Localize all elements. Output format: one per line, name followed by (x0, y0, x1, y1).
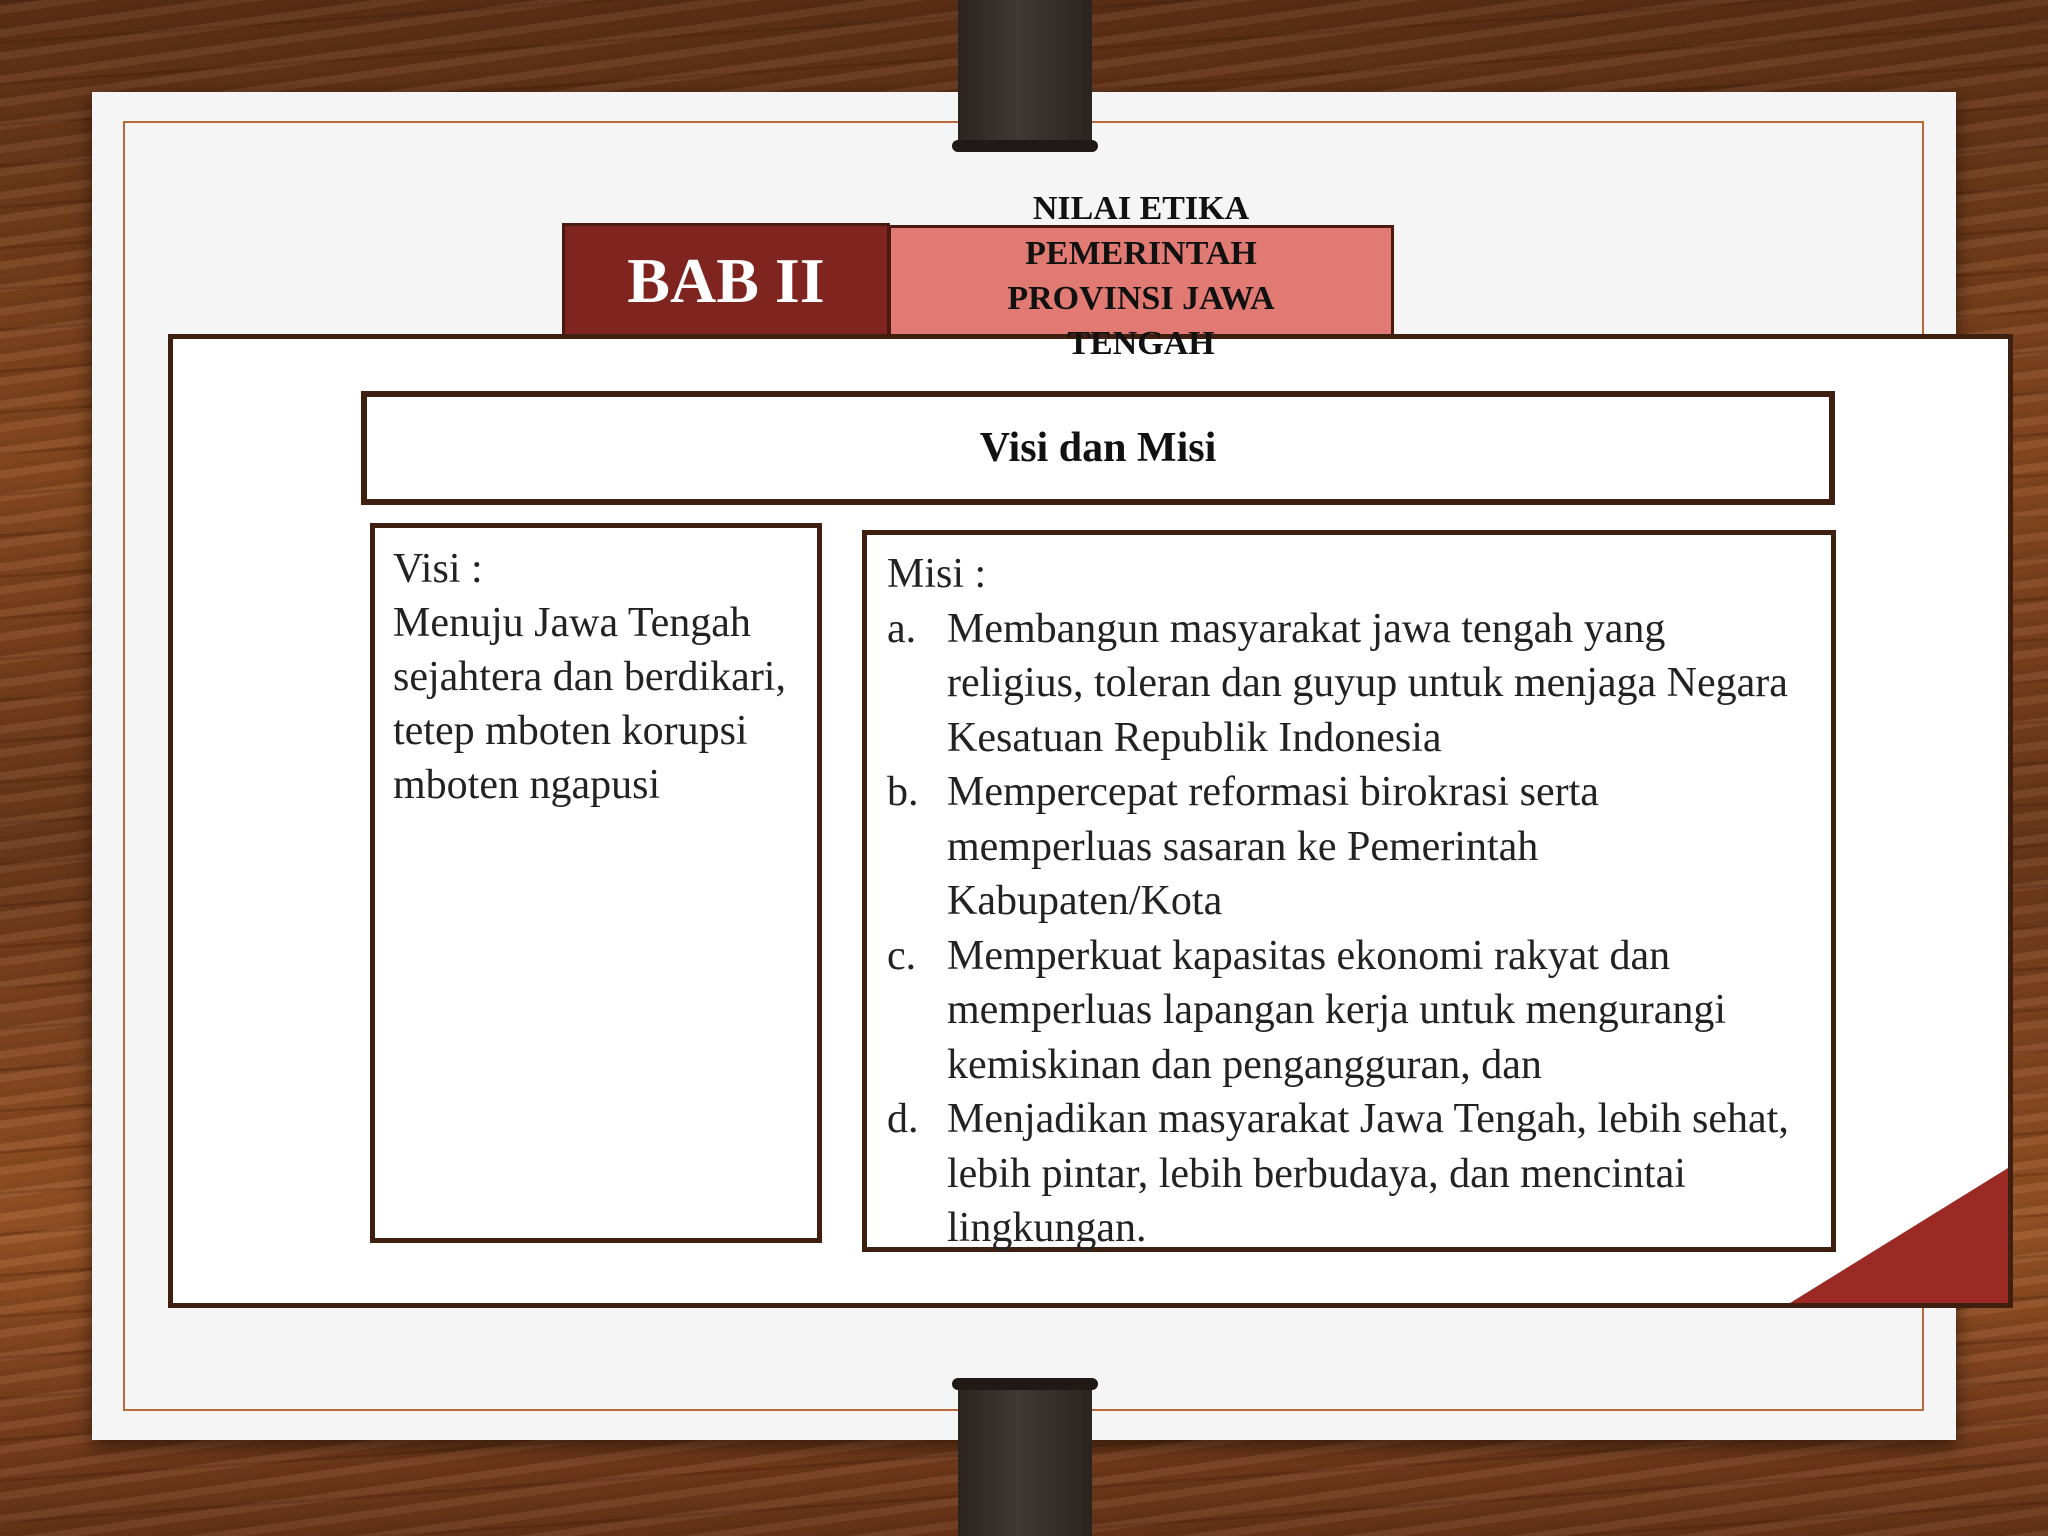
list-item (887, 1092, 1811, 1256)
list-item-text: Menjadikan masyarakat Jawa Tengah, lebih sehat, lebih pintar, lebih berbudaya, dan mencintai lingkungan. (947, 1096, 1789, 1251)
list-item (887, 929, 1811, 1093)
list-marker: a. (887, 605, 917, 652)
chapter-label: BAB II (562, 223, 890, 338)
chapter-title-line: PROVINSI JAWA (1007, 280, 1275, 317)
list-marker: b. (887, 769, 919, 815)
visi-label: Visi : (393, 546, 483, 592)
misi-label: Misi : (887, 551, 987, 597)
misi-box (862, 530, 1836, 1252)
list-item-text: Membangun masyarakat jawa tengah yang religius, toleran dan guyup untuk menjaga Negara Kesatuan Republik Indonesia (947, 605, 1788, 761)
list-marker: d. (887, 1096, 919, 1142)
list-marker: c. (887, 932, 917, 979)
binder-strap-top (958, 0, 1092, 150)
chapter-title-line: PEMERINTAH (1025, 235, 1257, 272)
list-item (887, 602, 1811, 766)
visi-box (370, 523, 822, 1243)
chapter-title-line: TENGAH (1067, 325, 1215, 362)
chapter-title-line: NILAI ETIKA (1032, 190, 1250, 227)
list-item (887, 765, 1811, 929)
list-item-text: Mempercepat reformasi birokrasi serta memperluas sasaran ke Pemerintah Kabupaten/Kota (947, 769, 1599, 924)
chapter-title (888, 186, 1394, 366)
list-item-text: Memperkuat kapasitas ekonomi rakyat dan memperluas lapangan kerja untuk mengurangi kemiskinan dan pengangguran, dan (947, 932, 1727, 1088)
binder-strap-top-cap (952, 140, 1098, 152)
misi-list (887, 602, 1811, 1256)
section-heading: Visi dan Misi (361, 391, 1835, 505)
visi-text: Menuju Jawa Tengah sejahtera dan berdikari, tetep mboten korupsi mboten ngapusi (393, 600, 786, 808)
binder-strap-bottom-cap (952, 1378, 1098, 1390)
binder-strap-bottom (958, 1380, 1092, 1536)
